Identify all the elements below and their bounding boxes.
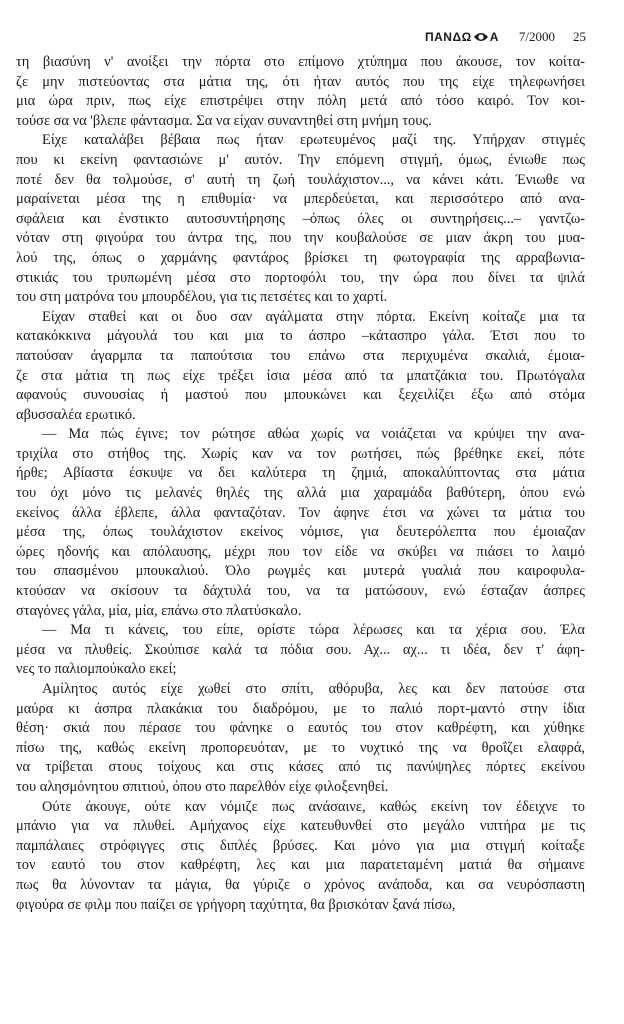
text-line: μια ώρα πριν, πως είχε επιστρέψει στην πόλη μετά από τόσο καιρό. Τον κοι-	[16, 93, 585, 110]
text-line: που κι εκείνη φαντασιώνε μ' αυτόν. Την επόμενη στιγμή, όμως, ένιωθε πως	[16, 151, 585, 168]
logo-letter: Α	[489, 30, 499, 44]
text-line: αβυσσαλέα ερωτικό.	[16, 406, 136, 423]
text-line: σφάλεια και ένστικτο αυτοσυντήρησης –όπως όλες οι συντηρήσεις...– γαντζω-	[16, 210, 585, 227]
text-line: του όχι μόνο τις μελανές θηλές της αλλά μια χαραμάδα βαθύτερη, όπου ενώ	[16, 485, 585, 502]
text-line: στικιάς του τρυπωμένη μέσα στο πορτοφόλι του, την ώρα που δίνει τα ψιλά	[16, 269, 585, 286]
paragraph	[16, 308, 585, 426]
text-line: μαύρα κι άσπρα πλακάκια του διαδρόμου, με το παλιό πορτ-μαντό στην ίδια	[16, 700, 585, 717]
text-line: παμπάλαιες στρόφιγγες στις διπλές βρύσες. Και μόνο για μια στιγμή κοίταξε	[16, 837, 585, 854]
text-line: ζε στα μάτια τη πως είχε τρέξει ίσια μέσα από τα μπατζάκια του. Πρωτόγαλα	[16, 367, 585, 384]
page-header	[425, 29, 586, 45]
text-line: σταγόνες γάλα, μία, μία, επάνω στο πλατύσκαλο.	[16, 602, 302, 619]
text-line: μπάνιο για να πλυθεί. Αμήχανος είχε κατευθυνθεί στο μεγάλο νιπτήρα με τις	[16, 818, 585, 835]
text-line: κατακόκκινα μάγουλά του και μια το άσπρο –κάτασπρο γάλα. Έτσι που το	[16, 328, 585, 345]
text-line: Ούτε άκουγε, ούτε καν νόμιζε πως ανάσαινε, καθώς εκείνη τον έδειχνε το	[42, 798, 585, 815]
text-line: νόταν στη φιγούρα του άντρα της, που την κουβαλούσε σε μιαν άκρη του μυα-	[16, 230, 585, 247]
text-line: τη βιασύνη ν' ανοίξει την πόρτα στο επίμονο χτύπημα που άκουσε, τον κοίτα-	[16, 54, 585, 70]
logo-text: ΠΑΝΔΩ	[424, 30, 472, 44]
paragraph	[16, 425, 585, 621]
issue-date: 7/2000	[518, 29, 555, 44]
text-line: τούσε σα να 'βλεπε φάντασμα. Σα να είχαν συναντηθεί στη μνήμη τους.	[16, 112, 432, 129]
paragraph	[16, 798, 585, 916]
text-line: φιγούρα σε φιλμ που παίζει σε γρήγορη ταχύτητα, θα βρισκόταν ξανά πίσω,	[16, 896, 456, 913]
text-line: Είχαν σταθεί και οι δυο σαν αγάλματα στην πόρτα. Εκείνη κοίταζε μια τα	[42, 308, 585, 325]
page-number: 25	[573, 29, 586, 44]
text-line: τον εαυτό του στον καθρέφτη, λες και μια παρατεταμένη ματιά θα σήμαινε	[16, 857, 585, 874]
text-line: του στη ματρόνα του μπουρδέλου, για τις πετσέτες και το χαρτί.	[16, 289, 388, 306]
text-line: νες το παλιομπούκαλο εκεί;	[16, 661, 177, 678]
text-line: πατούσαν άγαρμπα τα παπούτσια του επάνω στα περιχυμένα σκαλιά, έμοια-	[16, 347, 585, 364]
text-line: ήρθε; Αβίαστα έσκυψε να δει καλύτερα τη ζημιά, αποκαλύπτοντας στα μάτια	[16, 465, 585, 482]
paragraph	[16, 621, 585, 680]
text-line: ώρες ηδονής και απόλαυσης, μέχρι που τον είδε να σκύβει να πιάσει το λαιμό	[16, 543, 585, 560]
text-line: εκείνος άλλα έβλεπε, άλλα φανταζόταν. Τον άφηνε έτσι να χώνει τα μάτια του	[16, 504, 585, 521]
text-line: τριχίλα στο στήθος της. Χωρίς καν να τον ρωτήσει, πώς βρέθηκε εκεί, πότε	[16, 445, 585, 462]
text-line: να τρίβεται στους τοίχους και στις κάσες από τις πανύψηλες πόρτες εκείνου	[16, 759, 585, 776]
text-line: λού της, όπως ο χαρμάνης φαντάρος βρίσκει τη φωτογραφία της αρραβωνια-	[16, 249, 585, 266]
logo-eye-icon	[473, 29, 489, 45]
text-line: μαραίνεται μέσα της η επιθυμία· να μπερδεύεται, και περισσότερο από ανα-	[16, 191, 585, 208]
text-line: του σπασμένου μπουκαλιού. Όλο ρωγμές και μυτερά γυαλιά που καιροφυλα-	[16, 563, 585, 580]
text-line: ποτέ δεν θα τολμούσε, σ' αυτή τη ζωή τουλάχιστον..., να κάνει κάτι. Ένιωθε να	[16, 171, 585, 188]
text-line: μέσα να πλυθείς. Σκούπισε καλά τα πόδια σου. Αχ... αχ... τι ιδέα, δεν τ' άφη-	[16, 641, 585, 658]
text-line: ζε μην πιστεύοντας στα μάτια της, ότι ήταν αυτός που της είχε τηλεφωνήσει	[16, 73, 585, 90]
paragraph	[16, 53, 585, 131]
text-line: θέση· σκιά που πέρασε του φάνηκε ο εαυτός του στον καθρέφτη, και χύθηκε	[16, 720, 585, 737]
text-line: του αλησμόνητου σπιτιού, όπου στο παρελθόν είχε φιλοξενηθεί.	[16, 778, 389, 795]
paragraph	[16, 680, 585, 798]
text-line: κτούσαν να σκίσουν τα δάχτυλά του, να τα ματώσουν, ενώ έσταζαν άσπρες	[16, 583, 585, 600]
magazine-logo	[425, 29, 499, 45]
text-line: Αμίλητος αυτός είχε χωθεί στο σπίτι, αθόρυβα, λες και δεν πατούσε στα	[42, 681, 585, 697]
paragraph	[16, 131, 585, 307]
article-body	[16, 53, 585, 915]
text-line: μέσα της, όπως τουλάχιστον εκείνος νόμισε, για δευτερόλεπτα που έμοιαζαν	[16, 524, 585, 541]
text-line: αφανούς συνουσίας ή μαστού που μπουκώνει και ξεχειλίζει έξω από στόμα	[16, 387, 585, 404]
text-line: Είχε καταλάβει βέβαια πως ήταν ερωτευμένος μαζί της. Υπήρχαν στιγμές	[42, 132, 585, 149]
text-line: — Μα τι κάνεις, του είπε, ορίστε τώρα λέρωσες και τα χέρια σου. Έλα	[42, 622, 585, 639]
text-line: πως θα λύνονταν τα μάγια, θα γύριζε ο χρόνος ανάποδα, και σα νευρόσπαστη	[16, 876, 585, 893]
text-line: — Μα πώς έγινε; τον ρώτησε αθώα χωρίς να νοιάζεται να κρύψει την ανα-	[42, 426, 585, 443]
text-line: πίσω της, καθώς εκείνη προπορευόταν, με το νυχτικό της να θροΐζει ελαφρά,	[16, 739, 585, 756]
